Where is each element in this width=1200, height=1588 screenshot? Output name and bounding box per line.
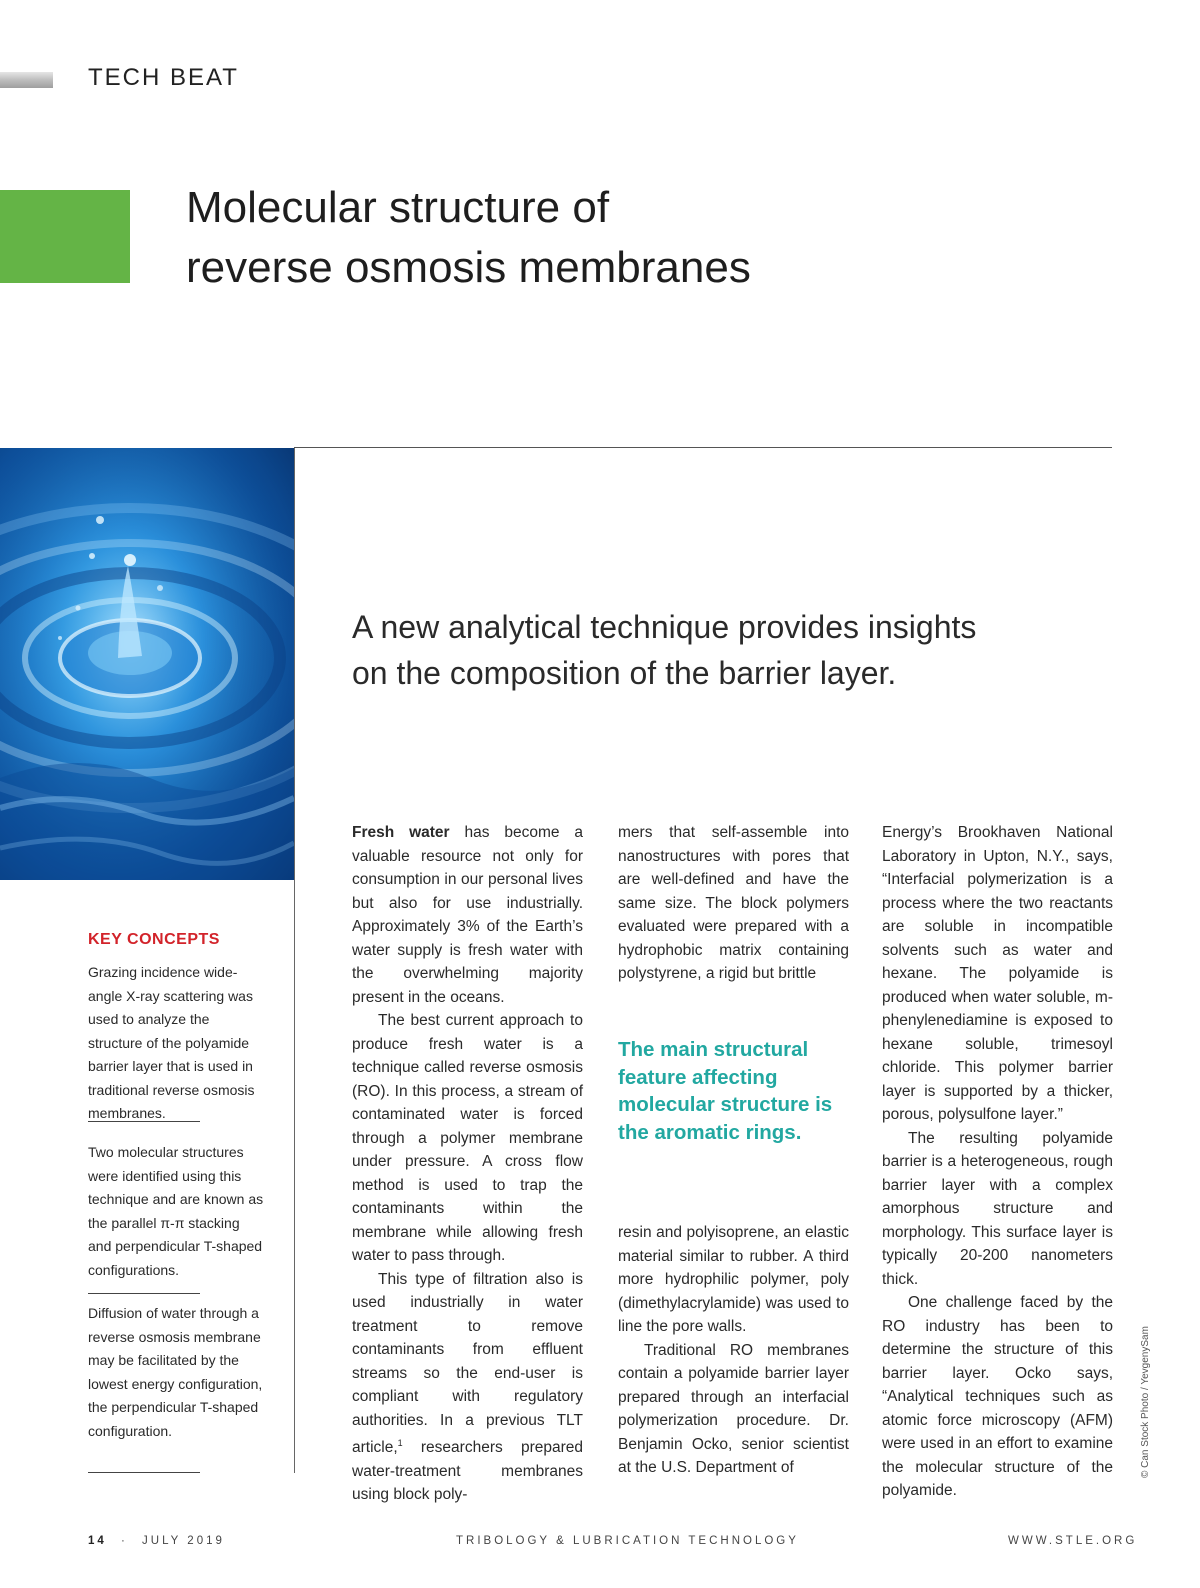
body-paragraph: This type of filtration also is used industrially in water treatment to remove contaminants from effluent streams so the end-user is compliant with regulatory authorities. In a previous TLT article,$^1$ researchers prepared water-treatment membranes using block poly- (352, 1270, 583, 1504)
key-concept-divider (88, 1293, 200, 1294)
body-paragraph: resin and polyisoprene, an elastic material similar to rubber. A third more hydrophilic polymer, poly (dimethylacrylamide) was used to line the pore walls. (618, 1224, 849, 1335)
body-column-1 (352, 821, 583, 1507)
key-concepts-heading: KEY CONCEPTS (88, 931, 220, 948)
key-concept-item: Diffusion of water through a reverse osmosis membrane may be facilitated by the lowest energy configuration, the perpendicular T-shaped configuration. (88, 1305, 263, 1439)
key-concept-item: Two molecular structures were identified using this technique and are known as the parallel π-π stacking and perpendicular T-shaped configurations. (88, 1144, 264, 1278)
footer-separator: · (121, 1535, 128, 1547)
title-accent-block (0, 190, 130, 283)
body-column-2-top (618, 821, 849, 986)
body-paragraph: Fresh water has become a valuable resource not only for consumption in our personal lives but also for use industrially. Approximately 3% of the Earth’s water supply is fresh water with the overwhelming majority present in the oceans. (352, 824, 583, 1006)
title-divider (294, 447, 1112, 448)
deck-line-2: on the composition of the barrier layer. (352, 655, 897, 691)
page-number: 14 (88, 1535, 107, 1547)
body-paragraph: The best current approach to produce fresh water is a technique called reverse osmosis (RO). In this process, a stream of contaminated water is forced through a polymer membrane under pressure. A cross flow method is used to trap the contaminants within the membrane while allowing fresh water to pass through. (352, 1012, 583, 1264)
body-column-2-bottom (618, 1221, 849, 1480)
publication-name: TRIBOLOGY & LUBRICATION TECHNOLOGY (456, 1535, 799, 1547)
key-concept-divider (88, 1472, 200, 1473)
header-accent-bar (0, 72, 53, 88)
lead-in: Fresh water (352, 824, 450, 841)
body-paragraph: Traditional RO membranes contain a polyamide barrier layer prepared through an interfacial polymerization procedure. Dr. Benjamin Ocko, senior scientist at the U.S. Department of (618, 1341, 849, 1476)
website-link[interactable]: WWW.STLE.ORG (1008, 1535, 1138, 1547)
issue-date: JULY 2019 (142, 1535, 225, 1547)
body-column-3 (882, 821, 1113, 1503)
body-paragraph: The resulting polyamide barrier is a heterogeneous, rough barrier layer with a complex amorphous structure and morphology. This surface layer is typically 20-200 nanometers thick. (882, 1129, 1113, 1288)
deck-line-1: A new analytical technique provides insights (352, 609, 977, 645)
body-paragraph: mers that self-assemble into nanostructures with pores that are well-defined and have the same size. The block polymers evaluated were prepared with a hydrophobic matrix containing polystyrene, a rigid but brittle (618, 824, 849, 982)
pull-quote: The main structural feature affecting molecular structure is the aromatic rings. (618, 1038, 833, 1144)
water-splash-photo (0, 448, 294, 880)
article-title-line-1: Molecular structure of (186, 183, 610, 232)
key-concept-divider (88, 1121, 200, 1122)
body-paragraph: Energy’s Brookhaven National Laboratory in Upton, N.Y., says, “Interfacial polymerization is a process where the two reactants are soluble in incompatible solvents such as water and hexane. The polyamide is produced when water soluble, m-phenylenediamine is exposed to hexane soluble, trimesoyl chloride. This polymer barrier layer is supported by a thicker, porous, polysulfone layer.” (882, 824, 1113, 1123)
section-label: TECH BEAT (88, 64, 239, 91)
article-title-line-2: reverse osmosis membranes (186, 243, 751, 292)
sidebar-divider (294, 448, 295, 1473)
key-concept-item: Grazing incidence wide-angle X-ray scattering was used to analyze the structure of the polyamide barrier layer that is used in traditional reverse osmosis membranes. (88, 964, 255, 1121)
footnote-reference: 1 (397, 1438, 403, 1448)
photo-credit: © Can Stock Photo / YevgenySam (1140, 1326, 1151, 1478)
body-paragraph: One challenge faced by the RO industry has been to determine the structure of this barrier layer. Ocko says, “Analytical techniques such as atomic force microscopy (AFM) were used in an effort to examine the molecular structure of the polyamide. (882, 1294, 1113, 1499)
article-deck (352, 604, 1072, 696)
article-title (186, 178, 1086, 298)
footer-left (88, 1535, 225, 1547)
